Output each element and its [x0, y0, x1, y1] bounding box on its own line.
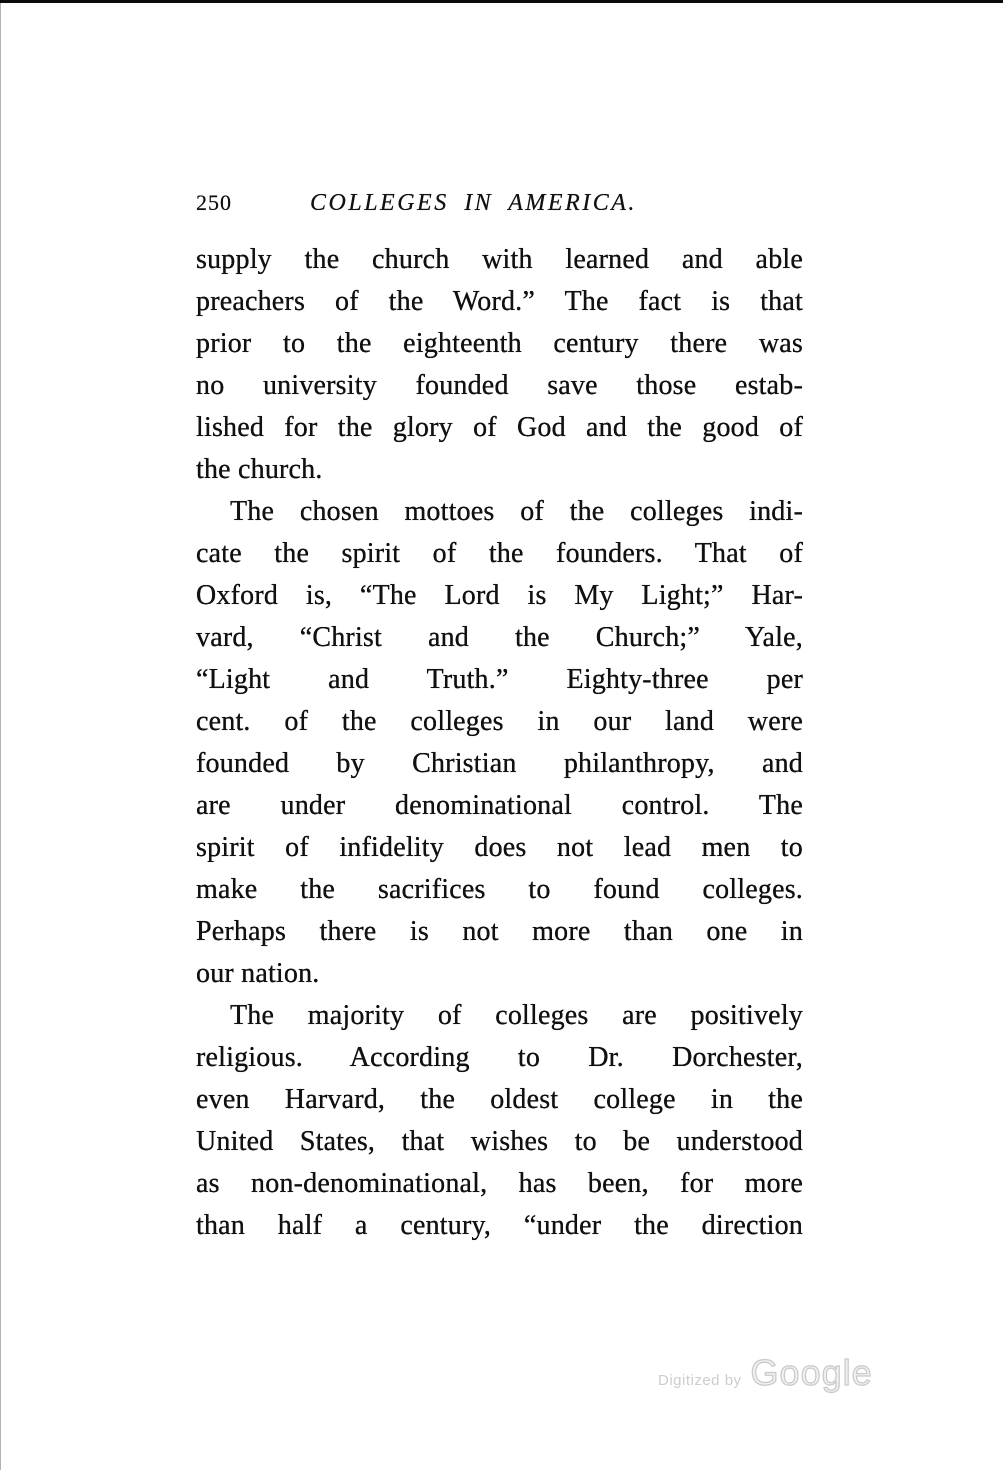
scan-edge-left [0, 0, 1, 1470]
text-line: make the sacrifices to found colleges. [196, 874, 803, 905]
text-line: “Light and Truth.” Eighty-three per [196, 664, 803, 695]
page-number: 250 [196, 190, 232, 215]
watermark [658, 1352, 873, 1394]
paragraph [196, 995, 803, 1247]
text-line: spirit of infidelity does not lead men to [196, 832, 803, 863]
text-line: vard, “Christ and the Church;” Yale, [196, 622, 803, 653]
paragraph [196, 491, 803, 995]
text-line: Oxford is, “The Lord is My Light;” Har- [196, 580, 803, 611]
paragraph [196, 239, 803, 491]
text-line: are under denominational control. The [196, 790, 803, 821]
text-body [196, 239, 803, 1247]
text-line: the church. [196, 454, 323, 485]
text-line: religious. According to Dr. Dorchester, [196, 1042, 803, 1073]
page-header [196, 190, 803, 217]
digitized-by-label: Digitized by [658, 1372, 742, 1389]
google-watermark: Google [750, 1352, 873, 1393]
text-line: preachers of the Word.” The fact is that [196, 286, 803, 317]
text-line: Perhaps there is not more than one in [196, 916, 803, 947]
text-line: supply the church with learned and able [196, 244, 803, 275]
text-line: The majority of colleges are positively [230, 1000, 803, 1031]
scan-edge-top [0, 0, 1003, 3]
text-line: cent. of the colleges in our land were [196, 706, 803, 737]
text-line: founded by Christian philanthropy, and [196, 748, 803, 779]
text-line: no university founded save those estab- [196, 370, 803, 401]
text-line: The chosen mottoes of the colleges indi- [230, 496, 803, 527]
text-line: than half a century, “under the direction [196, 1210, 803, 1241]
book-page [196, 190, 803, 1247]
text-line: prior to the eighteenth century there was [196, 328, 803, 359]
text-line: cate the spirit of the founders. That of [196, 538, 803, 569]
text-line: as non-denominational, has been, for more [196, 1168, 803, 1199]
text-line: lished for the glory of God and the good of [196, 412, 803, 443]
text-line: United States, that wishes to be understood [196, 1126, 803, 1157]
text-line: even Harvard, the oldest college in the [196, 1084, 803, 1115]
page-header-title: COLLEGES IN AMERICA. [310, 190, 637, 216]
text-line: our nation. [196, 958, 320, 989]
